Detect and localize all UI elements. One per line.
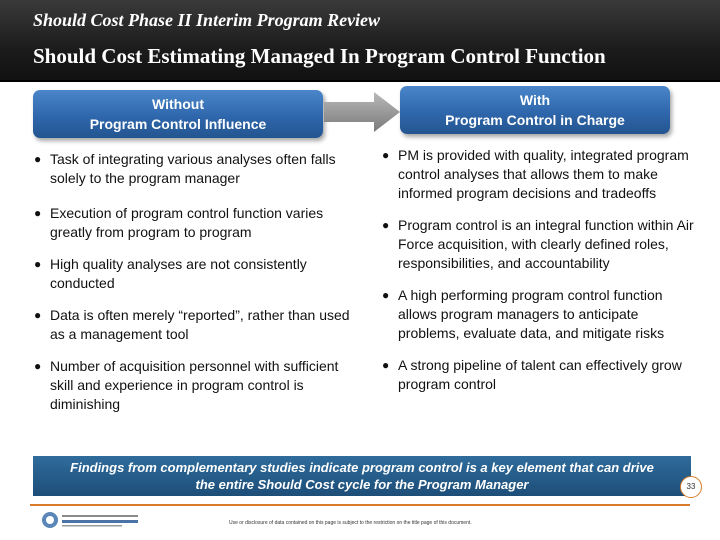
findings-banner (33, 456, 691, 496)
footer-disclaimer: Use or disclosure of data contained on this page is subject to the restriction on the title page of this document. (229, 520, 472, 526)
page-number: 33 (680, 476, 702, 498)
list-item (382, 216, 702, 273)
bullet-icon: ● (34, 308, 42, 322)
bullet-icon: ● (34, 257, 42, 271)
list-item-text: A high performing program control function allows program managers to anticipate problems, evaluate data, and mitigate risks (398, 287, 665, 341)
bullet-icon: ● (382, 358, 390, 372)
bullet-icon: ● (34, 152, 42, 166)
with-header-line1: With (519, 92, 551, 108)
list-item-text: Task of integrating various analyses often falls solely to the program manager (50, 151, 336, 186)
findings-line2: the entire Should Cost cycle for the Program Manager (195, 477, 529, 492)
list-item-text: PM is provided with quality, integrated program control analyses that allows them to make informed program decisions and tradeoffs (398, 147, 689, 201)
findings-line1: Findings from complementary studies indicate program control is a key element that can drive (70, 460, 654, 475)
list-item (34, 204, 364, 242)
page-title: Should Cost Estimating Managed In Program Control Function (33, 44, 606, 68)
without-program-control-header (33, 90, 323, 138)
page-subtitle: Should Cost Phase II Interim Program Review (33, 10, 381, 30)
bullet-icon: ● (382, 288, 390, 302)
right-arrow-icon (324, 92, 400, 132)
company-logo (40, 508, 144, 532)
without-header-line2: Program Control Influence (89, 116, 267, 132)
list-item-text: High quality analyses are not consistently conducted (50, 256, 307, 291)
bullet-icon: ● (34, 359, 42, 373)
list-item (34, 357, 364, 414)
list-item (34, 150, 364, 188)
list-item-text: Program control is an integral function within Air Force acquisition, with clearly defined roles, responsibilities, and accountability (398, 217, 694, 271)
footer-divider (30, 504, 690, 506)
with-program-control-header (400, 86, 670, 134)
title-bar (0, 0, 720, 82)
without-bullet-list (34, 150, 364, 414)
with-header-line2: Program Control in Charge (445, 112, 625, 128)
list-item-text: Execution of program control function varies greatly from program to program (50, 205, 324, 240)
list-item (382, 146, 702, 203)
list-item (34, 306, 364, 344)
list-item-text: A strong pipeline of talent can effectively grow program control (398, 357, 682, 392)
list-item-text: Number of acquisition personnel with sufficient skill and experience in program control is diminishing (50, 358, 339, 412)
list-item (34, 255, 364, 293)
with-bullet-list (382, 146, 702, 394)
bullet-icon: ● (382, 218, 390, 232)
bullet-icon: ● (34, 206, 42, 220)
without-header-line1: Without (152, 96, 204, 112)
list-item (382, 286, 702, 343)
bullet-icon: ● (382, 148, 390, 162)
list-item-text: Data is often merely “reported”, rather than used as a management tool (50, 307, 350, 342)
list-item (382, 356, 702, 394)
